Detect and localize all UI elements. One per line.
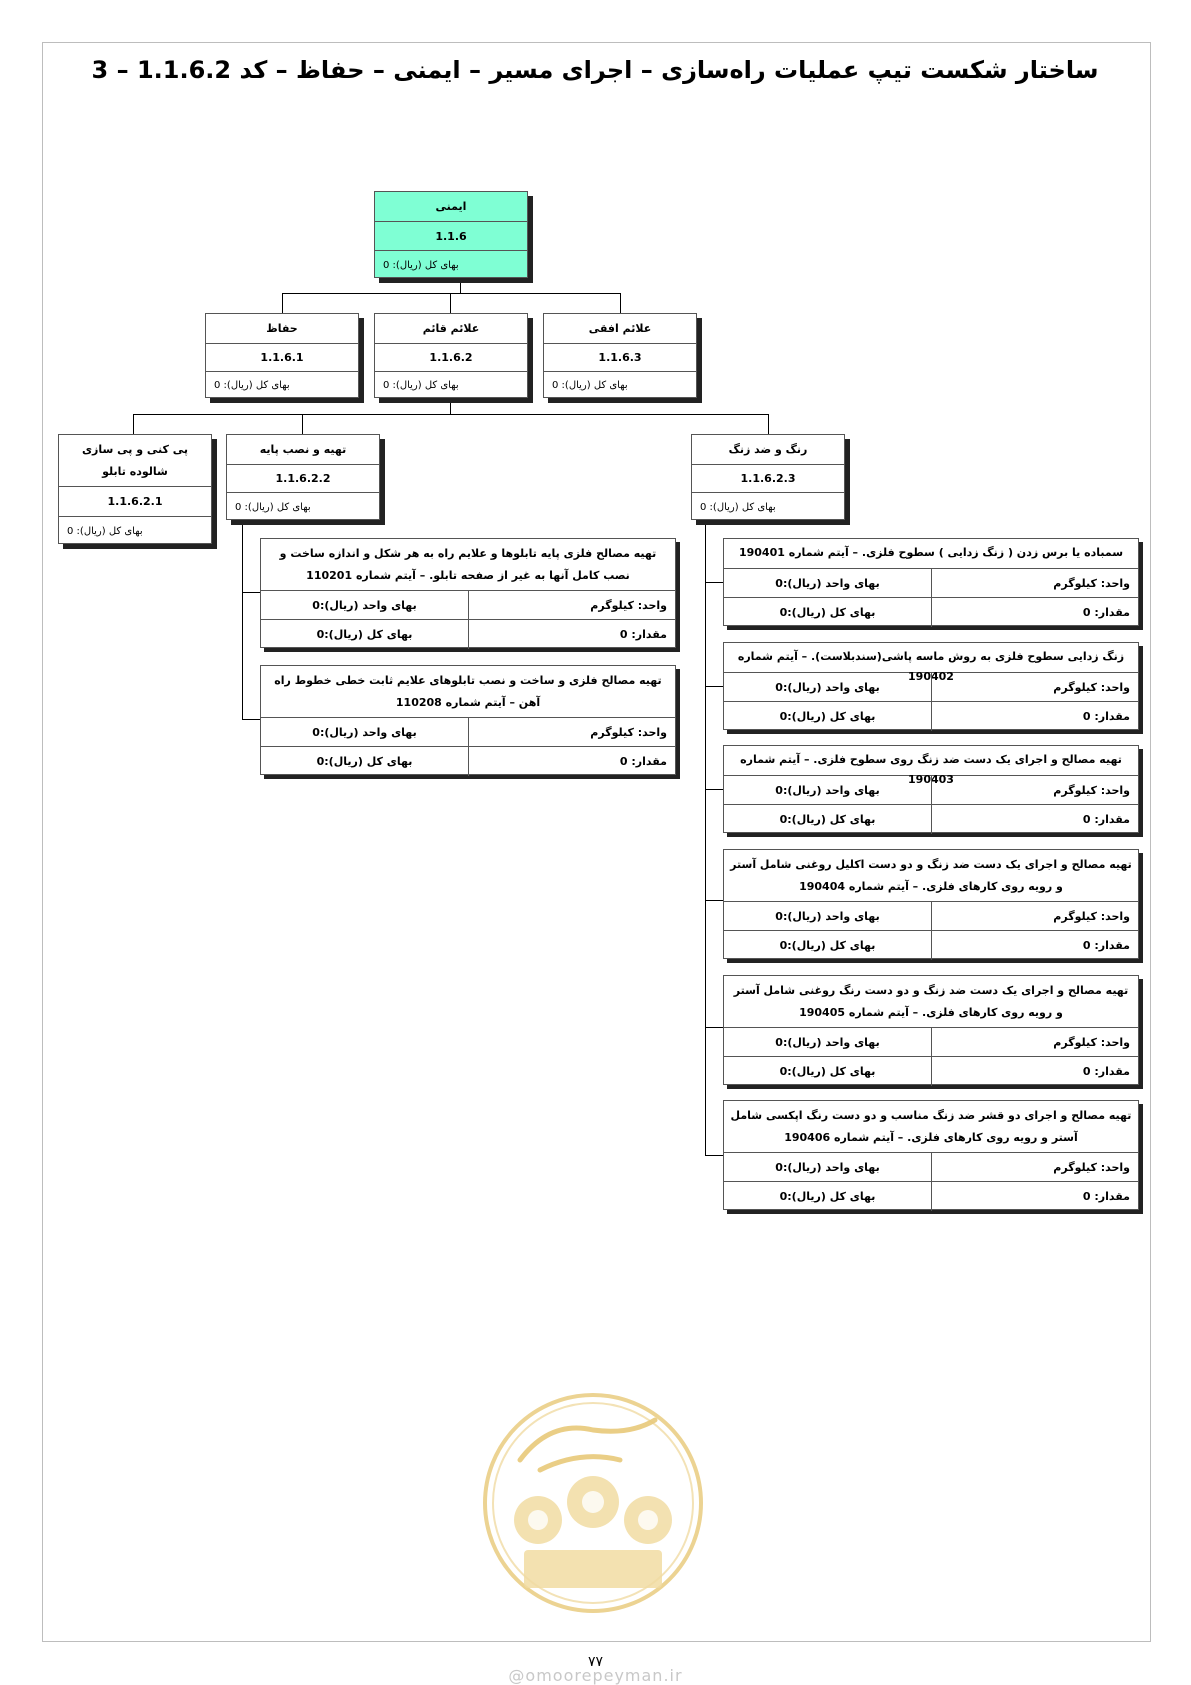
- item-card-190401: [723, 538, 1139, 626]
- wbs-node-root: [374, 191, 528, 278]
- connector: [705, 900, 723, 901]
- node-name: علائم قائم: [375, 314, 527, 344]
- item-total: بهای کل (ریال):0: [779, 1190, 876, 1203]
- item-quantity: مقدار: 0: [931, 702, 1138, 731]
- item-unit: واحد: کیلوگرم: [468, 591, 675, 620]
- connector: [768, 414, 769, 434]
- item-description: تهیه مصالح و اجرای دو قشر ضد زنگ مناسب و دو دست رنگ اپکسی شامل آستر و رویه روی کارهای فلزی. – آیتم شماره 190406: [724, 1101, 1138, 1153]
- node-name: تهیه و نصب پایه: [227, 435, 379, 465]
- connector: [302, 414, 303, 434]
- node-code: 1.1.6.3: [544, 344, 696, 372]
- node-cost: بهای کل (ریال): 0: [214, 380, 290, 391]
- item-quantity: مقدار: 0: [931, 1057, 1138, 1086]
- item-total: بهای کل (ریال):0: [779, 813, 876, 826]
- connector: [242, 520, 243, 720]
- node-code: 1.1.6.2.1: [59, 487, 211, 517]
- node-name: رنگ و ضد زنگ: [692, 435, 844, 465]
- node-name: علائم افقی: [544, 314, 696, 344]
- item-quantity: مقدار: 0: [931, 805, 1138, 834]
- connector: [450, 293, 451, 313]
- connector: [620, 293, 621, 313]
- item-unit-price: بهای واحد (ریال):0: [724, 902, 931, 931]
- item-unit-price: بهای واحد (ریال):0: [724, 776, 931, 805]
- item-total: بهای کل (ریال):0: [779, 939, 876, 952]
- connector: [705, 789, 723, 790]
- node-cost: بهای کل (ریال): 0: [383, 259, 459, 271]
- wbs-node-hefaz: [205, 313, 359, 398]
- item-description: تهیه مصالح و اجرای یک دست ضد زنگ و دو دست اکلیل روغنی شامل آستر و رویه روی کارهای فلزی. – آیتم شماره 190404: [724, 850, 1138, 902]
- item-description: تهیه مصالح فلزی و ساخت و نصب تابلوهای علایم ثابت خطی خطوط راه آهن – آیتم شماره 110208: [261, 666, 675, 718]
- item-card-190405: [723, 975, 1139, 1085]
- connector: [133, 414, 768, 415]
- item-unit-price: بهای واحد (ریال):0: [724, 673, 931, 702]
- item-unit-price: بهای واحد (ریال):0: [261, 591, 468, 620]
- item-description: تهیه مصالح و اجرای یک دست ضد زنگ روی سطوح فلزی. – آیتم شماره 190403: [724, 746, 1138, 776]
- item-unit: واحد: کیلوگرم: [931, 1028, 1138, 1057]
- item-quantity: مقدار: 0: [931, 598, 1138, 627]
- node-code: 1.1.6.2.3: [692, 465, 844, 493]
- node-cost: بهای کل (ریال): 0: [67, 525, 143, 537]
- node-code: 1.1.6.2: [375, 344, 527, 372]
- item-card-190402: [723, 642, 1139, 730]
- watermark-logo: [480, 1390, 706, 1616]
- item-card-110201: [260, 538, 676, 648]
- connector: [242, 719, 260, 720]
- connector: [133, 414, 134, 434]
- node-code: 1.1.6: [375, 222, 527, 251]
- wbs-node-pey: [58, 434, 212, 544]
- item-quantity: مقدار: 0: [931, 1182, 1138, 1211]
- connector: [705, 582, 723, 583]
- item-total: بهای کل (ریال):0: [779, 606, 876, 619]
- wbs-node-tahie: [226, 434, 380, 520]
- item-description: تهیه مصالح و اجرای یک دست ضد زنگ و دو دست رنگ روغنی شامل آستر و رویه روی کارهای فلزی. – آیتم شماره 190405: [724, 976, 1138, 1028]
- wbs-node-rang: [691, 434, 845, 520]
- item-card-190406: [723, 1100, 1139, 1210]
- item-unit-price: بهای واحد (ریال):0: [724, 1028, 931, 1057]
- connector: [282, 293, 620, 294]
- item-card-190404: [723, 849, 1139, 959]
- node-cost: بهای کل (ریال): 0: [383, 380, 459, 391]
- connector: [450, 398, 451, 415]
- node-cost: بهای کل (ریال): 0: [552, 380, 628, 391]
- node-code: 1.1.6.1: [206, 344, 358, 372]
- node-cost: بهای کل (ریال): 0: [700, 501, 776, 513]
- item-total: بهای کل (ریال):0: [316, 755, 413, 768]
- item-total: بهای کل (ریال):0: [316, 628, 413, 641]
- item-unit: واحد: کیلوگرم: [931, 902, 1138, 931]
- node-cost: بهای کل (ریال): 0: [235, 501, 311, 513]
- item-unit: واحد: کیلوگرم: [931, 673, 1138, 702]
- wbs-node-alaem-ghaem: [374, 313, 528, 398]
- connector: [705, 520, 706, 1156]
- item-unit-price: بهای واحد (ریال):0: [261, 718, 468, 747]
- connector: [705, 1155, 723, 1156]
- item-quantity: مقدار: 0: [931, 931, 1138, 960]
- connector: [282, 293, 283, 313]
- item-description: سمباده یا برس زدن ( زنگ زدایی ) سطوح فلزی. – آیتم شماره 190401: [724, 539, 1138, 569]
- connector: [242, 592, 260, 593]
- item-total: بهای کل (ریال):0: [779, 1065, 876, 1078]
- item-quantity: مقدار: 0: [468, 620, 675, 649]
- item-unit-price: بهای واحد (ریال):0: [724, 1153, 931, 1182]
- node-name: پی کنی و پی سازی شالوده تابلو: [59, 435, 211, 487]
- connector: [705, 686, 723, 687]
- page-title: ساختار شکست تیپ عملیات راه‌سازی – اجرای مسیر – ایمنی – حفاظ – کد 1.1.6.2 – 3: [91, 56, 1099, 84]
- item-total: بهای کل (ریال):0: [779, 710, 876, 723]
- item-card-110208: [260, 665, 676, 775]
- item-unit: واحد: کیلوگرم: [931, 776, 1138, 805]
- connector: [705, 1027, 723, 1028]
- node-name: ایمنی: [375, 192, 527, 222]
- page-number: ۷۷: [587, 1654, 604, 1670]
- item-unit: واحد: کیلوگرم: [468, 718, 675, 747]
- wbs-node-alaem-ofoghi: [543, 313, 697, 398]
- footer-watermark: @omoorepeyman.ir: [508, 1666, 683, 1685]
- item-unit: واحد: کیلوگرم: [931, 569, 1138, 598]
- item-quantity: مقدار: 0: [468, 747, 675, 776]
- node-name: حفاظ: [206, 314, 358, 344]
- item-description: تهیه مصالح فلزی پایه تابلوها و علایم راه به هر شکل و اندازه ساخت و نصب کامل آنها به غیر از صفحه تابلو. – آیتم شماره 110201: [261, 539, 675, 591]
- item-unit-price: بهای واحد (ریال):0: [724, 569, 931, 598]
- item-description: زنگ زدایی سطوح فلزی به روش ماسه پاشی(سندبلاست). – آیتم شماره 190402: [724, 643, 1138, 673]
- node-code: 1.1.6.2.2: [227, 465, 379, 493]
- item-card-190403: [723, 745, 1139, 833]
- item-unit: واحد: کیلوگرم: [931, 1153, 1138, 1182]
